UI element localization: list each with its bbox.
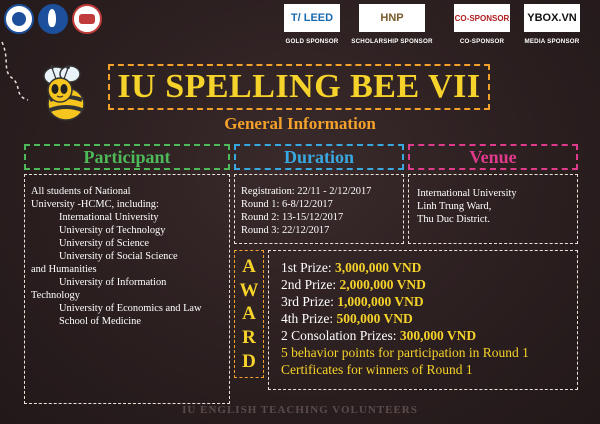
- prize-label: 1st Prize:: [281, 260, 335, 275]
- sponsor-media: [510, 4, 594, 45]
- participant-line: University of Information: [59, 277, 167, 288]
- venue-panel: [408, 174, 578, 244]
- prize-value: 2,000,000 VND: [339, 277, 426, 292]
- participant-line: Technology: [31, 290, 80, 301]
- participant-line: All students of National: [31, 186, 131, 197]
- sponsor-caption: MEDIA SPONSOR: [524, 38, 580, 45]
- award-letter: R: [242, 327, 256, 349]
- participant-line: University of Science: [59, 238, 150, 249]
- prize-item: [281, 327, 577, 344]
- award-letter: A: [242, 256, 256, 278]
- award-note: Certificates for winners of Round 1: [281, 362, 473, 377]
- prize-item: [281, 259, 577, 276]
- sponsor-caption: SCHOLARSHIP SPONSOR: [351, 38, 433, 45]
- sponsor-caption: GOLD SPONSOR: [285, 38, 339, 45]
- duration-heading: Duration: [234, 144, 404, 170]
- university-logo-1: [4, 4, 34, 34]
- award-letter: A: [242, 303, 256, 325]
- sponsor-caption: CO-SPONSOR: [459, 38, 505, 45]
- prize-value: 3,000,000 VND: [335, 260, 422, 275]
- prize-panel: [268, 250, 578, 390]
- award-letter: W: [239, 279, 259, 301]
- general-information-heading: General Information: [224, 114, 376, 133]
- prize-label: 2 Consolation Prizes:: [281, 328, 400, 343]
- title-box: [108, 64, 490, 110]
- participant-line: School of Medicine: [59, 316, 141, 327]
- award-note: 5 behavior points for participation in Round 1: [281, 345, 529, 360]
- prize-value: 300,000 VND: [399, 328, 477, 343]
- participant-line: International University: [59, 212, 159, 223]
- sponsor-gold: [270, 4, 354, 45]
- prize-item: [281, 310, 577, 327]
- participant-line: and Humanities: [31, 264, 97, 275]
- sponsor-scholarship: [350, 4, 434, 45]
- prize-item: [281, 276, 577, 293]
- participant-line: University of Economics and Law: [59, 303, 202, 314]
- duration-line: Registration: 22/11 - 2/12/2017: [241, 186, 372, 197]
- duration-panel: [234, 174, 404, 244]
- venue-heading: Venue: [408, 144, 578, 170]
- footer-organizer: IU ENGLISH TEACHING VOLUNTEERS: [182, 404, 418, 416]
- university-logo-3: [72, 4, 102, 34]
- participant-line: University of Social Science: [59, 251, 178, 262]
- event-title: IU SPELLING BEE VII: [117, 68, 481, 105]
- venue-line: Linh Trung Ward,: [417, 201, 492, 212]
- venue-line: Thu Duc District.: [417, 214, 491, 225]
- sponsor-logo: T/ LEED: [284, 4, 340, 32]
- duration-line: Round 2: 13-15/12/2017: [241, 212, 344, 223]
- prize-label: 2nd Prize:: [281, 277, 340, 292]
- prize-label: 4th Prize:: [281, 311, 337, 326]
- participant-line: University -HCMC, including:: [31, 199, 159, 210]
- prize-value: 500,000 VND: [336, 311, 413, 326]
- prize-label: 3rd Prize:: [281, 294, 338, 309]
- venue-line: International University: [417, 188, 517, 199]
- prize-value: 1,000,000 VND: [337, 294, 424, 309]
- sponsor-logo: YBOX.VN: [524, 4, 580, 32]
- award-vertical-label: [234, 250, 264, 378]
- participant-line: University of Technology: [59, 225, 166, 236]
- award-letter: D: [242, 350, 256, 372]
- university-logo-2: [38, 4, 68, 34]
- duration-line: Round 1: 6-8/12/2017: [241, 199, 333, 210]
- sponsor-logo: CO-SPONSOR: [454, 4, 510, 32]
- duration-line: Round 3: 22/12/2017: [241, 225, 330, 236]
- prize-item: [281, 293, 577, 310]
- participant-heading: Participant: [24, 144, 230, 170]
- sponsor-logo: HNP: [359, 4, 425, 32]
- participant-panel: [24, 174, 230, 404]
